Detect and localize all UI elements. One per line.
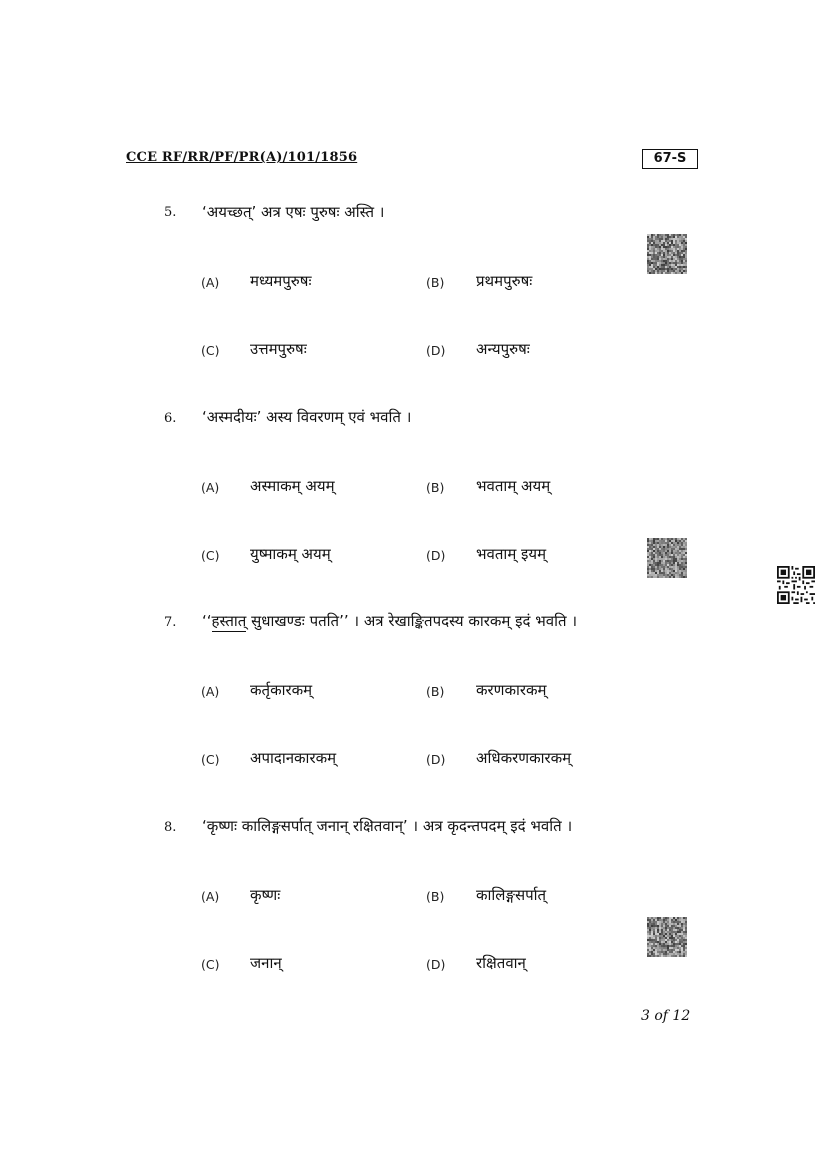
option-b[interactable]: करणकारकम् (476, 681, 547, 699)
option-d[interactable]: भवताम् इयम् (476, 545, 547, 563)
question-text: ‘कृष्णः कालिङ्गसर्पात् जनान् रक्षितवान्’ । अत्र कृदन्तपदम् इदं भवति । (202, 817, 573, 835)
question-text (202, 611, 577, 631)
option-key-c: (C) (201, 548, 220, 563)
option-d[interactable]: अन्यपुरुषः (476, 340, 530, 358)
underlined-word: हस्तात् (211, 612, 247, 630)
option-key-d: (D) (426, 752, 446, 767)
option-a[interactable]: मध्यमपुरुषः (250, 272, 312, 290)
option-a[interactable]: कृष्णः (250, 886, 281, 904)
option-b[interactable]: प्रथमपुरुषः (476, 272, 533, 290)
question-number: 5. (164, 205, 177, 220)
question-number: 7. (164, 615, 177, 630)
option-key-b: (B) (426, 275, 445, 290)
option-key-a: (A) (201, 480, 220, 495)
option-a[interactable]: कर्तृकारकम् (250, 681, 313, 699)
option-b[interactable]: भवताम् अयम् (476, 477, 551, 495)
page-number: 3 of 12 (641, 1008, 691, 1024)
question-quote-open: ‘‘ (202, 612, 212, 630)
option-b[interactable]: कालिङ्गसर्पात् (476, 886, 547, 904)
option-c[interactable]: उत्तमपुरुषः (250, 340, 307, 358)
option-c[interactable]: अपादानकारकम् (250, 749, 337, 767)
option-key-a: (A) (201, 684, 220, 699)
paper-code-box: 67-S (642, 149, 698, 169)
option-key-a: (A) (201, 275, 220, 290)
exam-code: CCE RF/RR/PF/PR(A)/101/1856 (126, 150, 358, 165)
option-c[interactable]: जनान् (250, 954, 282, 972)
option-key-b: (B) (426, 889, 445, 904)
option-key-b: (B) (426, 480, 445, 495)
option-key-c: (C) (201, 343, 220, 358)
noise-watermark (647, 538, 687, 578)
option-key-d: (D) (426, 548, 446, 563)
noise-watermark (647, 234, 687, 274)
question-text: ‘अस्मदीयः’ अस्य विवरणम् एवं भवति । (202, 408, 412, 426)
option-d[interactable]: रक्षितवान् (476, 954, 526, 972)
qr-code-icon (777, 566, 815, 604)
question-number: 8. (164, 820, 177, 835)
option-key-a: (A) (201, 889, 220, 904)
noise-watermark (647, 917, 687, 957)
option-d[interactable]: अधिकरणकारकम् (476, 749, 572, 767)
question-number: 6. (164, 411, 177, 426)
option-key-c: (C) (201, 957, 220, 972)
option-key-b: (B) (426, 684, 445, 699)
option-c[interactable]: युष्माकम् अयम् (250, 545, 331, 563)
option-key-d: (D) (426, 343, 446, 358)
question-text: ‘अयच्छत्’ अत्र एषः पुरुषः अस्ति । (202, 203, 385, 221)
question-text-rest: सुधाखण्डः पतति’’ । अत्र रेखाङ्कितपदस्य कारकम् इदं भवति । (246, 612, 578, 630)
option-key-c: (C) (201, 752, 220, 767)
option-key-d: (D) (426, 957, 446, 972)
option-a[interactable]: अस्माकम् अयम् (250, 477, 335, 495)
